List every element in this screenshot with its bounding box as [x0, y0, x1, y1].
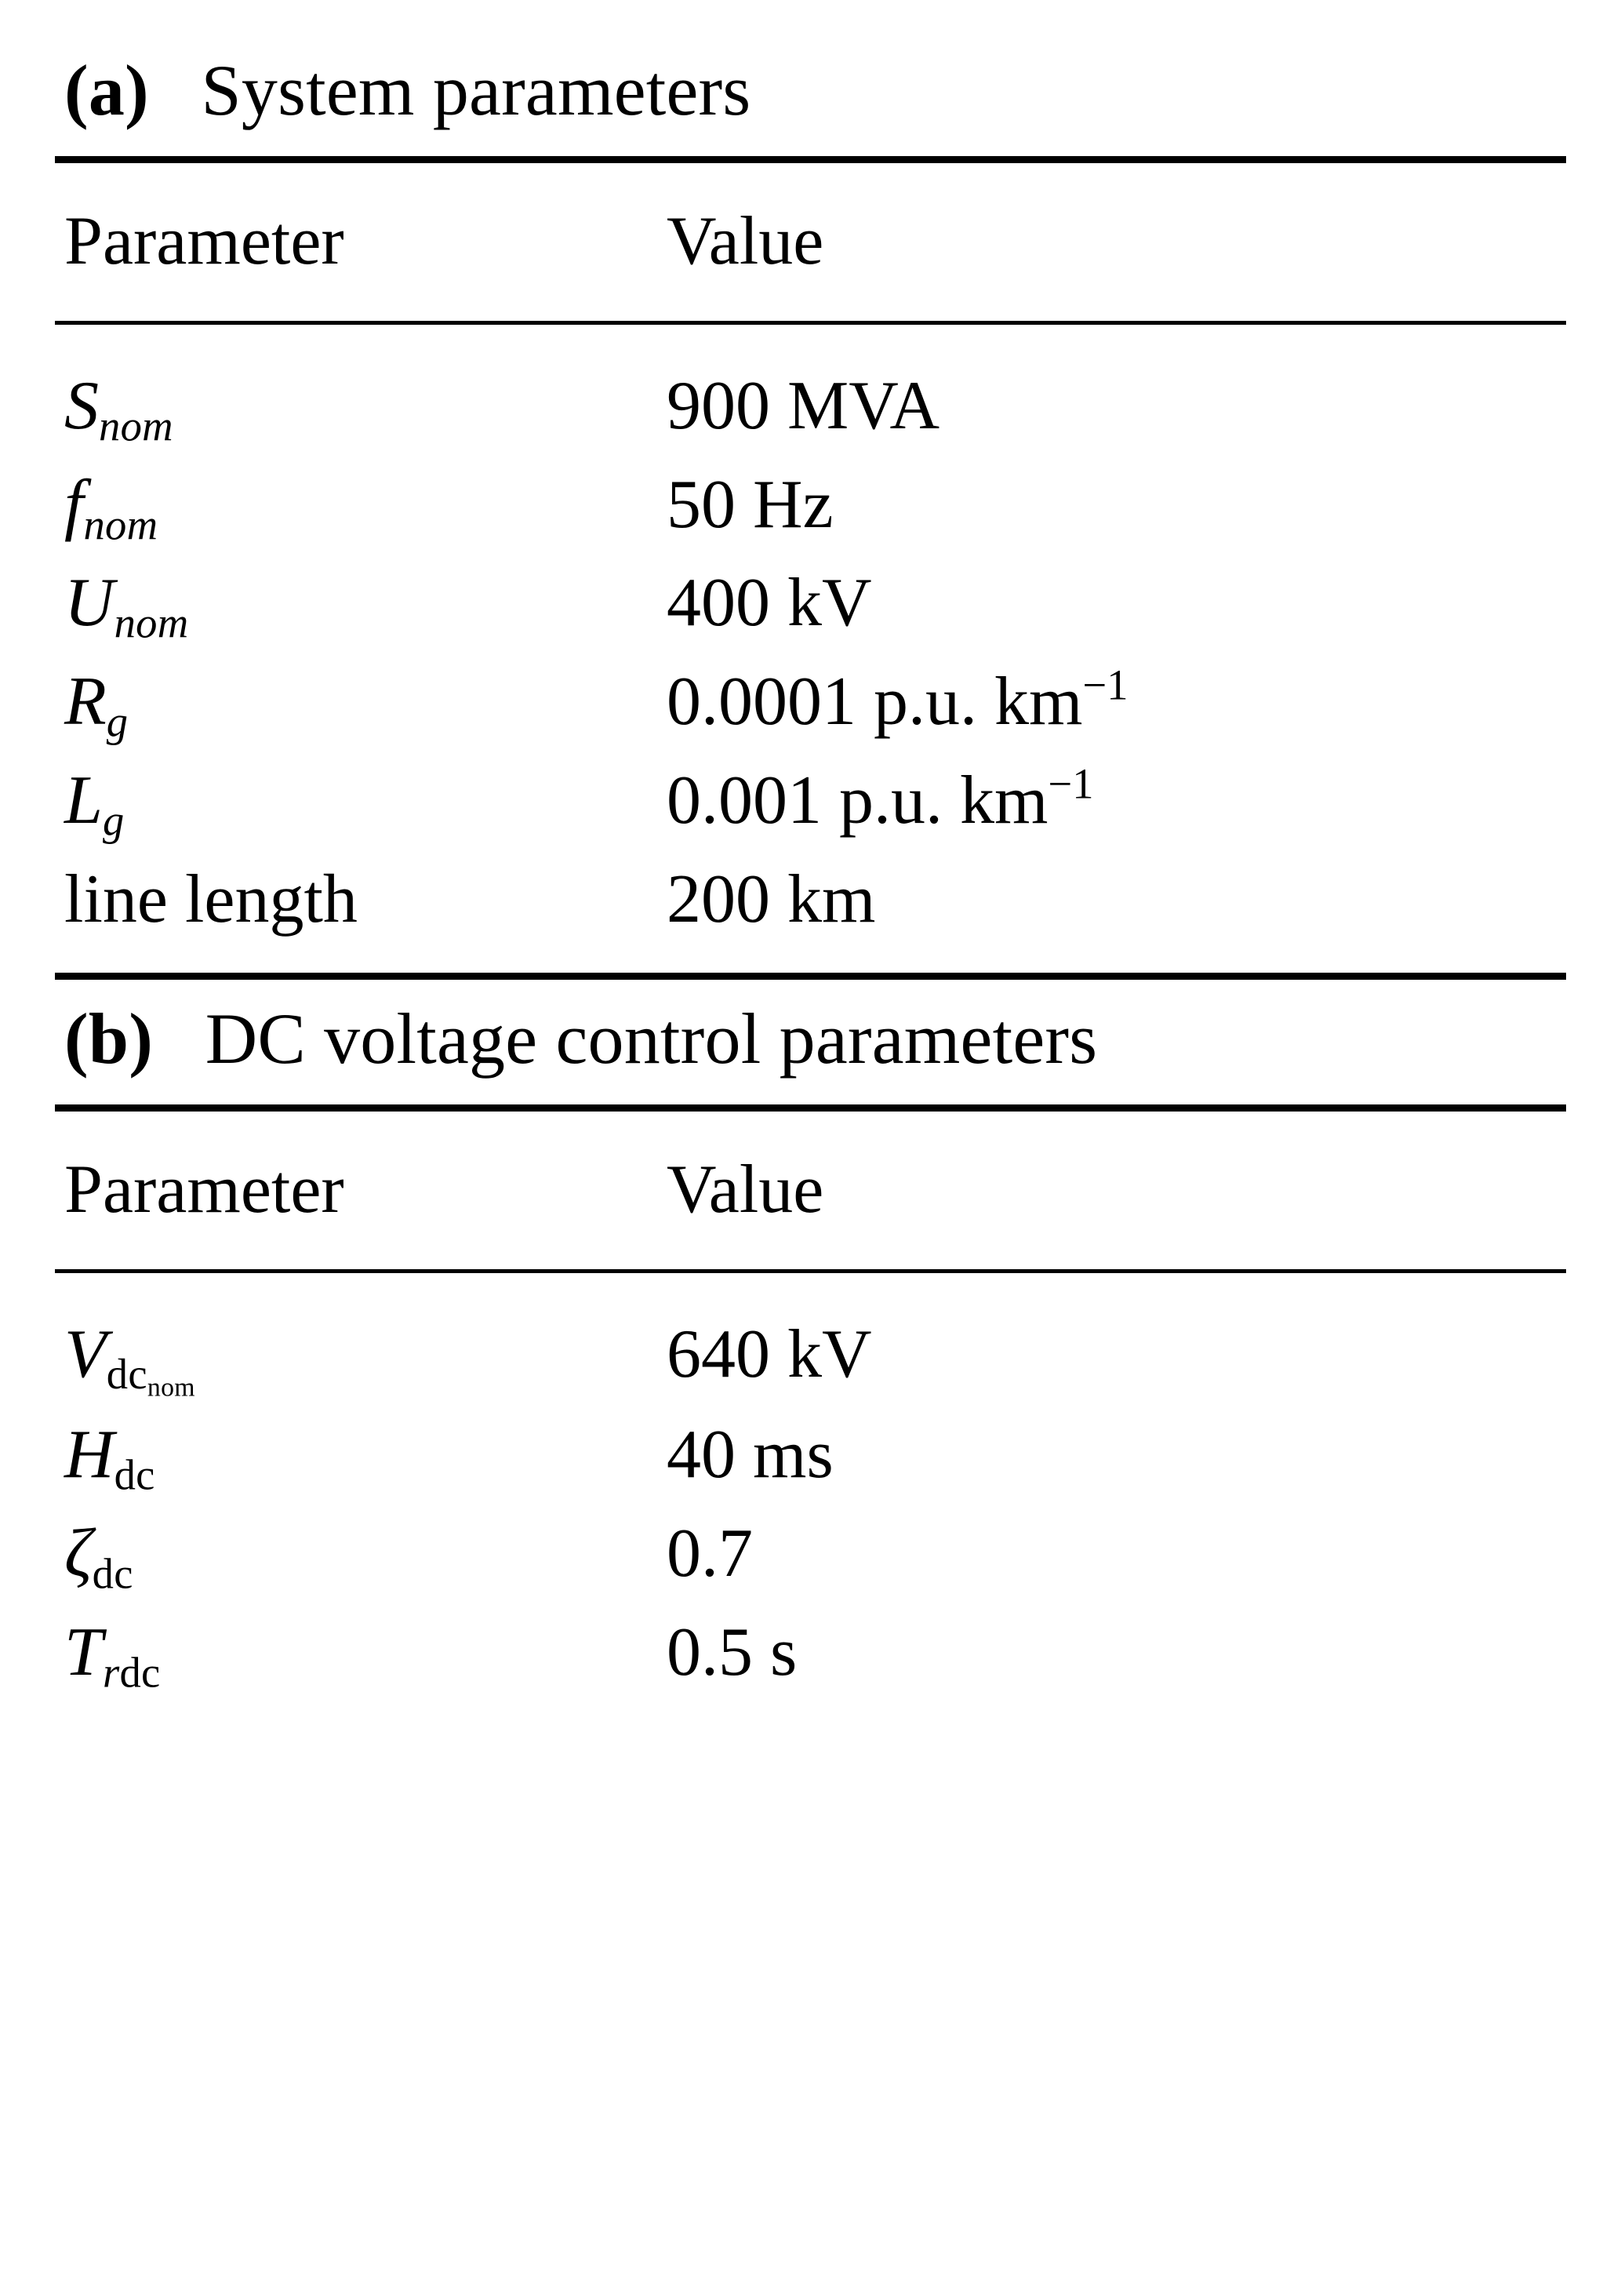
table-a-header-parameter: Parameter — [64, 203, 344, 279]
table-a-block — [55, 31, 1566, 980]
table-a-value-snom: 900 MVA — [667, 367, 940, 444]
table-b-caption-label: (b) — [64, 998, 154, 1079]
table-row — [55, 457, 1566, 555]
symbol-subsubscript: nom — [147, 1373, 195, 1403]
table-b — [55, 1112, 1566, 1269]
symbol-subscript — [106, 1349, 195, 1403]
table-b-value-zetadc: 0.7 — [667, 1516, 753, 1592]
table-b-caption-text: DC voltage control parameters — [205, 998, 1098, 1079]
table-row — [55, 1273, 1566, 1407]
table-b-header-value: Value — [667, 1151, 824, 1228]
symbol-subscript: g — [102, 796, 125, 845]
table-a-param-snom — [55, 325, 667, 457]
table-b-body — [55, 1273, 1566, 1727]
table-row — [55, 653, 1566, 752]
symbol-subscript: dc — [92, 1549, 133, 1598]
table-a-value-lg — [667, 752, 1566, 851]
table-b-param-zetadc — [55, 1505, 667, 1604]
table-row — [55, 752, 1566, 851]
table-a-param-unom — [55, 555, 667, 653]
table-b-param-vdcnom — [55, 1273, 667, 1407]
table-a-caption-text: System parameters — [201, 50, 751, 130]
symbol-subscript: dc — [114, 1450, 155, 1499]
table-row — [55, 1505, 1566, 1604]
symbol-base: V — [64, 1315, 107, 1392]
table-b-value-hdc: 40 ms — [667, 1417, 834, 1494]
table-a-caption-label: (a) — [64, 50, 149, 130]
table-a-bottom-rule — [55, 973, 1566, 980]
table-a-body — [55, 325, 1566, 973]
symbol-base: T — [64, 1614, 103, 1690]
table-a-value-rg — [667, 653, 1566, 752]
table-b-block — [55, 980, 1566, 1727]
symbol-base: f — [64, 466, 84, 543]
table-b-caption — [55, 980, 1566, 1104]
symbol-subscript: nom — [99, 402, 173, 450]
table-a-param-rg — [55, 653, 667, 752]
symbol-base: H — [64, 1417, 114, 1494]
table-b-top-rule — [55, 1104, 1566, 1112]
table-b-header-row — [55, 1112, 1566, 1269]
table-a-param-lg — [55, 752, 667, 851]
symbol-base: U — [64, 565, 114, 642]
table-a-param-fnom — [55, 457, 667, 555]
value-text: 0.0001 p.u. km — [667, 664, 1083, 740]
table-a-value-unom: 400 kV — [667, 565, 872, 642]
table-row — [55, 851, 1566, 973]
symbol-base: R — [64, 664, 107, 740]
table-b-value-vdcnom: 640 kV — [667, 1315, 872, 1392]
symbol-base: ζ — [64, 1516, 93, 1592]
table-a-header-row — [55, 163, 1566, 321]
table-row — [55, 555, 1566, 653]
symbol-subscript-text: dc — [106, 1349, 147, 1398]
table-a-top-rule — [55, 156, 1566, 163]
table-b-param-hdc — [55, 1406, 667, 1505]
table-b-header-parameter: Parameter — [64, 1151, 344, 1228]
table-row — [55, 1406, 1566, 1505]
value-superscript: −1 — [1082, 660, 1129, 709]
symbol-subscript: g — [106, 697, 129, 746]
symbol-base: S — [64, 367, 99, 444]
table-a-caption — [55, 31, 1566, 156]
table-a — [55, 163, 1566, 321]
table-row — [55, 1604, 1566, 1727]
value-superscript: −1 — [1048, 759, 1094, 808]
symbol-subscript: nom — [83, 500, 158, 548]
table-b-param-trdc — [55, 1604, 667, 1727]
symbol-base: L — [64, 762, 103, 839]
table-a-param-line-length: line length — [64, 861, 358, 937]
symbol-subscript: nom — [114, 599, 189, 647]
table-a-header-value: Value — [667, 203, 824, 279]
value-text: 0.001 p.u. km — [667, 762, 1049, 839]
table-a-value-line-length: 200 km — [667, 861, 876, 937]
table-b-value-trdc: 0.5 s — [667, 1614, 798, 1690]
table-a-value-fnom: 50 Hz — [667, 466, 834, 543]
symbol-subscript: dc — [119, 1648, 161, 1697]
symbol-subscript-italic: r — [102, 1648, 120, 1697]
table-row — [55, 325, 1566, 457]
